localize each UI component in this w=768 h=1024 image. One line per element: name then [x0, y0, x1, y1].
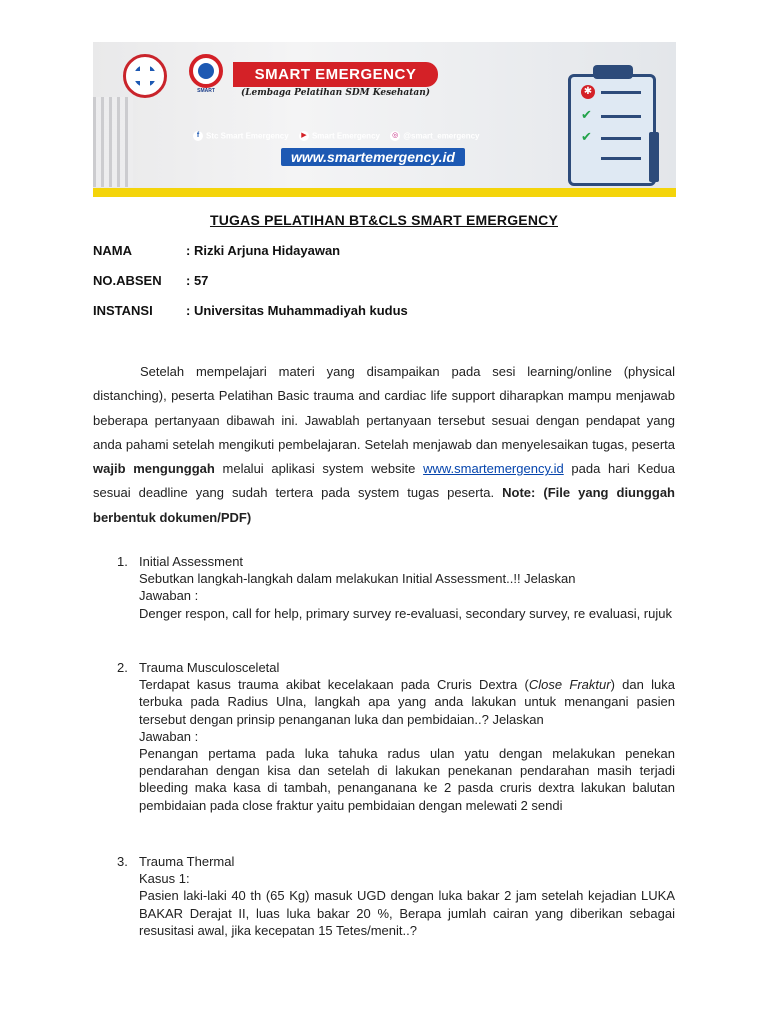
- smart-logo-icon: [185, 52, 227, 98]
- question-number: 1.: [117, 554, 128, 569]
- logo-text: SMART: [197, 88, 215, 94]
- question-text: Pasien laki-laki 40 th (65 Kg) masuk UGD dengan luka bakar 2 jam setelah kejadian LUKA BAKAR Derajat II, luas luka bakar 20 %, Berapa jumlah cairan yang diberikan sebagai resusitasi awal, jika kecepatan 15 Tetes/menit..?: [139, 888, 675, 938]
- field-value: : Rizki Arjuna Hidayawan: [186, 243, 341, 258]
- field-label: NO.ABSEN: [93, 273, 162, 288]
- header-banner: [93, 42, 676, 197]
- answer-text: Denger respon, call for help, primary survey re-evaluasi, secondary survey, re evaluasi, rujuk: [139, 605, 672, 621]
- social-youtube: ▶ Smart Emergency: [299, 131, 380, 141]
- brand-subtitle: (Lembaga Pelatihan SDM Kesehatan): [240, 88, 431, 98]
- facebook-icon: f: [193, 131, 203, 141]
- intro-paragraph: Setelah mempelajari materi yang disampaikan pada sesi learning/online (physical distanching), peserta Pelatihan Basic trauma and cardiac life support diharapkan mampu menjawab beberapa pertanyaan dibawah ini. Jawablah pertanyaan tersebut sesuai dengan pendapat yang anda pahami setelah mengikuti pembelajaran. Setelah menjawab dan menyelesaikan tugas, peserta wajib mengunggah melalui aplikasi system website www.smartemergency.id pada hari Kedua sesuai deadline yang sudah tertera pada system tugas peserta. Note: (File yang diunggah berbentuk dokumen/PDF): [93, 364, 675, 525]
- intro-bold: wajib mengunggah: [93, 461, 215, 477]
- question-number: 2.: [117, 660, 128, 675]
- field-instansi: [93, 303, 408, 318]
- decorative-stripe: [93, 97, 133, 187]
- answer-text: Penangan pertama pada luka tahuka radus ulan yatu dengan melakukan penekan pendarahan dengan kisa dan setelah di lakukan penekanan pendarahan masih terjadi bleeding maka kasa di tambah, penanganana ke 2 pasda cruris dextra lakukan balutan pembidaian pada close fraktur yaitu pembidaian dengan melewati 2 sendi: [139, 746, 675, 813]
- brand-name: SMART EMERGENCY: [233, 62, 438, 87]
- field-no-absen: [93, 273, 208, 288]
- question-title: Initial Assessment: [139, 554, 244, 569]
- field-value: : Universitas Muhammadiyah kudus: [186, 303, 408, 318]
- question-text: Sebutkan langkah-langkah dalam melakukan Initial Assessment..!! Jelaskan: [139, 571, 576, 587]
- social-instagram: ◎ @smart_emergency: [392, 131, 480, 141]
- medical-star-icon: ✱: [581, 85, 595, 99]
- answer-label: Jawaban :: [139, 728, 199, 744]
- field-value: : 57: [186, 273, 209, 288]
- field-label: INSTANSI: [93, 303, 153, 318]
- emergency-logo-icon: [123, 54, 167, 98]
- youtube-icon: ▶: [299, 131, 309, 141]
- field-nama: [93, 243, 340, 258]
- question-number: 3.: [117, 854, 128, 869]
- question-3: [117, 853, 675, 939]
- question-title: Trauma Thermal: [139, 854, 235, 869]
- upload-note: Note: (File yang diunggah berbentuk dokumen/PDF): [93, 485, 675, 525]
- banner-website: www.smartemergency.id: [281, 148, 465, 166]
- social-facebook: f Stc Smart Emergency: [193, 131, 289, 141]
- clipboard-icon: [568, 74, 656, 186]
- website-link[interactable]: www.smartemergency.id: [423, 461, 564, 477]
- question-title: Trauma Musculosceletal: [139, 660, 280, 675]
- social-links: [193, 131, 488, 141]
- field-label: NAMA: [93, 243, 132, 258]
- case-label: Kasus 1:: [139, 871, 190, 887]
- question-1: [117, 553, 675, 622]
- question-text: Terdapat kasus trauma akibat kecelakaan pada Cruris Dextra (Close Fraktur) dan luka terbuka pada Radius Ulna, langkah apa yang anda lakukan untuk menangani pasien tersebut dengan prinsip penanganan luka dan pembidaian..? Jelaskan: [139, 677, 675, 727]
- document-title: TUGAS PELATIHAN BT&CLS SMART EMERGENCY: [209, 212, 558, 228]
- question-2: [117, 659, 675, 814]
- question-italic: Close Fraktur: [528, 677, 611, 693]
- answer-label: Jawaban :: [139, 588, 199, 604]
- instagram-icon: ◎: [392, 132, 399, 139]
- check-icon: ✔: [581, 107, 592, 122]
- banner-yellow-bar: [93, 188, 676, 197]
- check-icon: ✔: [581, 129, 592, 144]
- pen-icon: [649, 132, 659, 182]
